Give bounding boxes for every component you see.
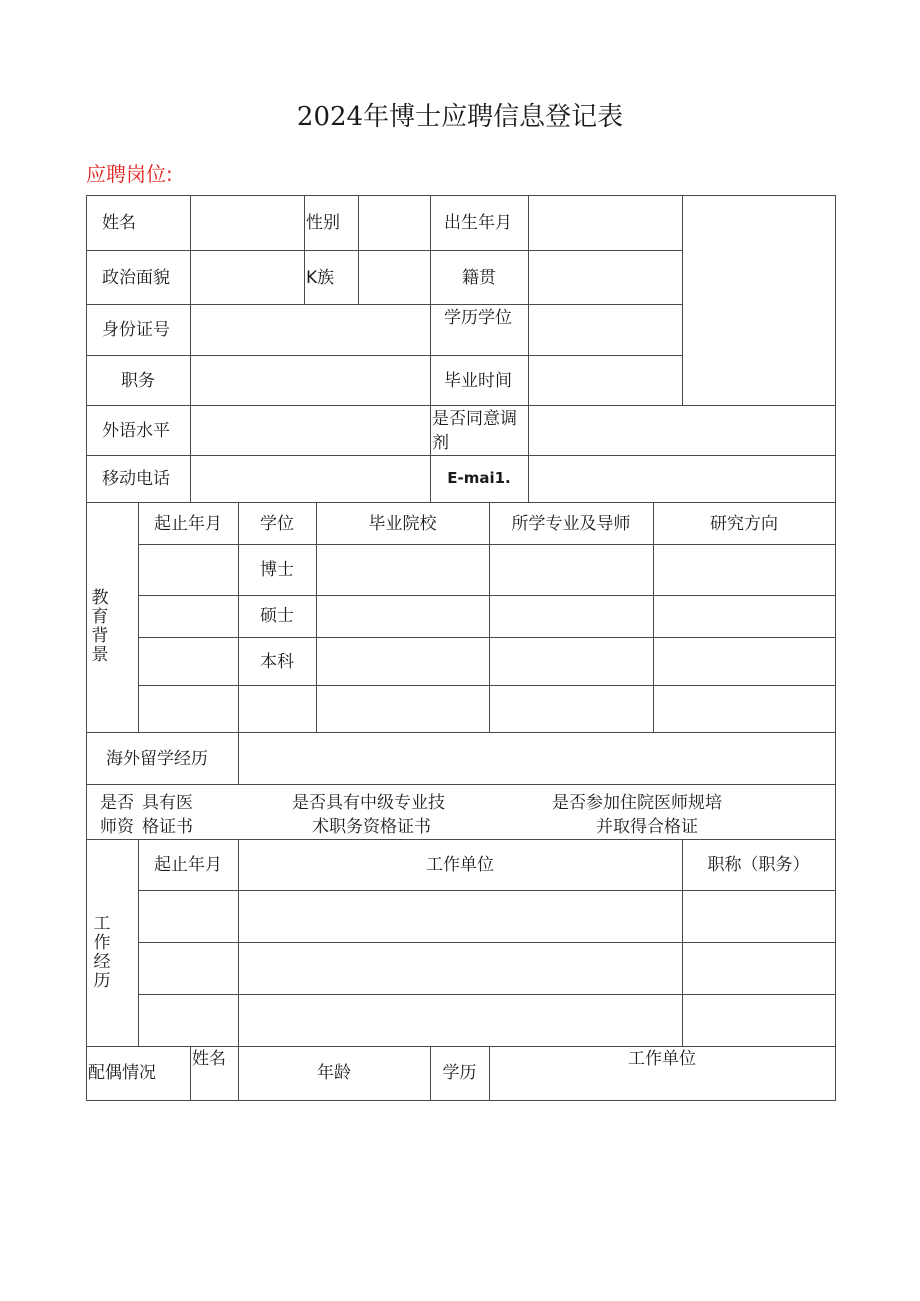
edu-degree-master: 硕士 xyxy=(260,606,294,626)
agree-adjust-label-1: 是否同意调 xyxy=(432,409,517,429)
row-line xyxy=(138,637,836,638)
id-number-label: 身份证号 xyxy=(102,320,170,340)
row-line xyxy=(86,405,836,406)
col-line xyxy=(190,1046,191,1101)
row-line xyxy=(86,502,836,503)
row-line xyxy=(86,355,683,356)
row-line xyxy=(86,784,836,785)
work-header-employer: 工作单位 xyxy=(426,855,494,875)
row-line xyxy=(86,455,836,456)
physician-qual-label-2a: 具有医 xyxy=(142,793,193,813)
row-line xyxy=(86,304,683,305)
edu-header-degree: 学位 xyxy=(260,514,294,534)
registration-form-table xyxy=(86,195,836,1101)
edu-degree-doctor: 博士 xyxy=(260,560,294,580)
birth-date-label: 出生年月 xyxy=(444,213,512,233)
email-label: E-mai1. xyxy=(447,469,511,487)
intermediate-title-label-2: 术职务资格证书 xyxy=(312,817,431,837)
position-label: 职务 xyxy=(121,371,155,391)
row-line xyxy=(138,942,836,943)
ethnicity-label: K族 xyxy=(306,268,335,288)
spouse-label: 配偶情况 xyxy=(88,1063,156,1083)
education-section-label: 教育背景 xyxy=(91,588,109,665)
spouse-name-label: 姓名 xyxy=(192,1049,226,1069)
row-line xyxy=(138,544,836,545)
row-line xyxy=(138,595,836,596)
col-line xyxy=(430,195,431,502)
intermediate-title-label-1: 是否具有中级专业技 xyxy=(292,793,445,813)
applied-position-label: 应聘岗位: xyxy=(86,162,173,186)
edu-degree-bachelor: 本科 xyxy=(260,652,294,672)
spouse-age-label: 年龄 xyxy=(317,1063,351,1083)
col-line xyxy=(528,195,529,502)
edu-header-major: 所学专业及导师 xyxy=(511,514,631,534)
work-section-label: 工作经历 xyxy=(93,914,111,991)
overseas-study-label: 海外留学经历 xyxy=(106,749,208,769)
col-line xyxy=(190,195,191,502)
row-line xyxy=(86,250,683,251)
residency-training-label-1: 是否参加住院医师规培 xyxy=(552,793,722,813)
row-line xyxy=(138,994,836,995)
name-label: 姓名 xyxy=(102,213,136,233)
foreign-language-label: 外语水平 xyxy=(102,421,170,441)
table-border-right xyxy=(835,195,836,1101)
spouse-education-label: 学历 xyxy=(442,1063,477,1083)
physician-qual-label-2b: 格证书 xyxy=(142,817,193,837)
form-title: 2024年博士应聘信息登记表 xyxy=(296,102,624,132)
col-line xyxy=(304,195,305,304)
col-line xyxy=(358,195,359,304)
agree-adjust-label-2: 剂 xyxy=(432,433,449,453)
spouse-employer-label: 工作单位 xyxy=(628,1049,696,1069)
physician-qual-label-1b: 师资 xyxy=(100,817,134,837)
edu-header-school: 毕业院校 xyxy=(368,514,437,534)
edu-header-period: 起止年月 xyxy=(154,514,222,534)
row-line xyxy=(86,732,836,733)
gender-label: 性别 xyxy=(306,213,340,233)
work-header-title: 职称（职务） xyxy=(707,855,810,875)
mobile-label: 移动电话 xyxy=(102,469,170,489)
row-line xyxy=(138,685,836,686)
col-line xyxy=(653,502,654,732)
graduation-time-label: 毕业时间 xyxy=(444,371,512,391)
edu-header-research: 研究方向 xyxy=(710,514,778,534)
col-line xyxy=(316,502,317,732)
table-border-bottom xyxy=(86,1100,836,1101)
col-line xyxy=(138,502,139,732)
col-line xyxy=(238,732,239,784)
residency-training-label-2: 并取得合格证 xyxy=(596,817,698,837)
table-border-top xyxy=(86,195,836,196)
political-status-label: 政治面貌 xyxy=(102,268,170,288)
physician-qual-label-1a: 是否 xyxy=(100,793,134,813)
degree-label: 学历学位 xyxy=(444,308,512,328)
photo-col-line xyxy=(682,195,683,405)
col-line xyxy=(489,502,490,732)
row-line xyxy=(86,839,836,840)
native-place-label: 籍贯 xyxy=(462,268,496,288)
work-header-period: 起止年月 xyxy=(154,855,222,875)
row-line xyxy=(86,1046,836,1047)
table-border-left xyxy=(86,195,87,1101)
row-line xyxy=(138,890,836,891)
